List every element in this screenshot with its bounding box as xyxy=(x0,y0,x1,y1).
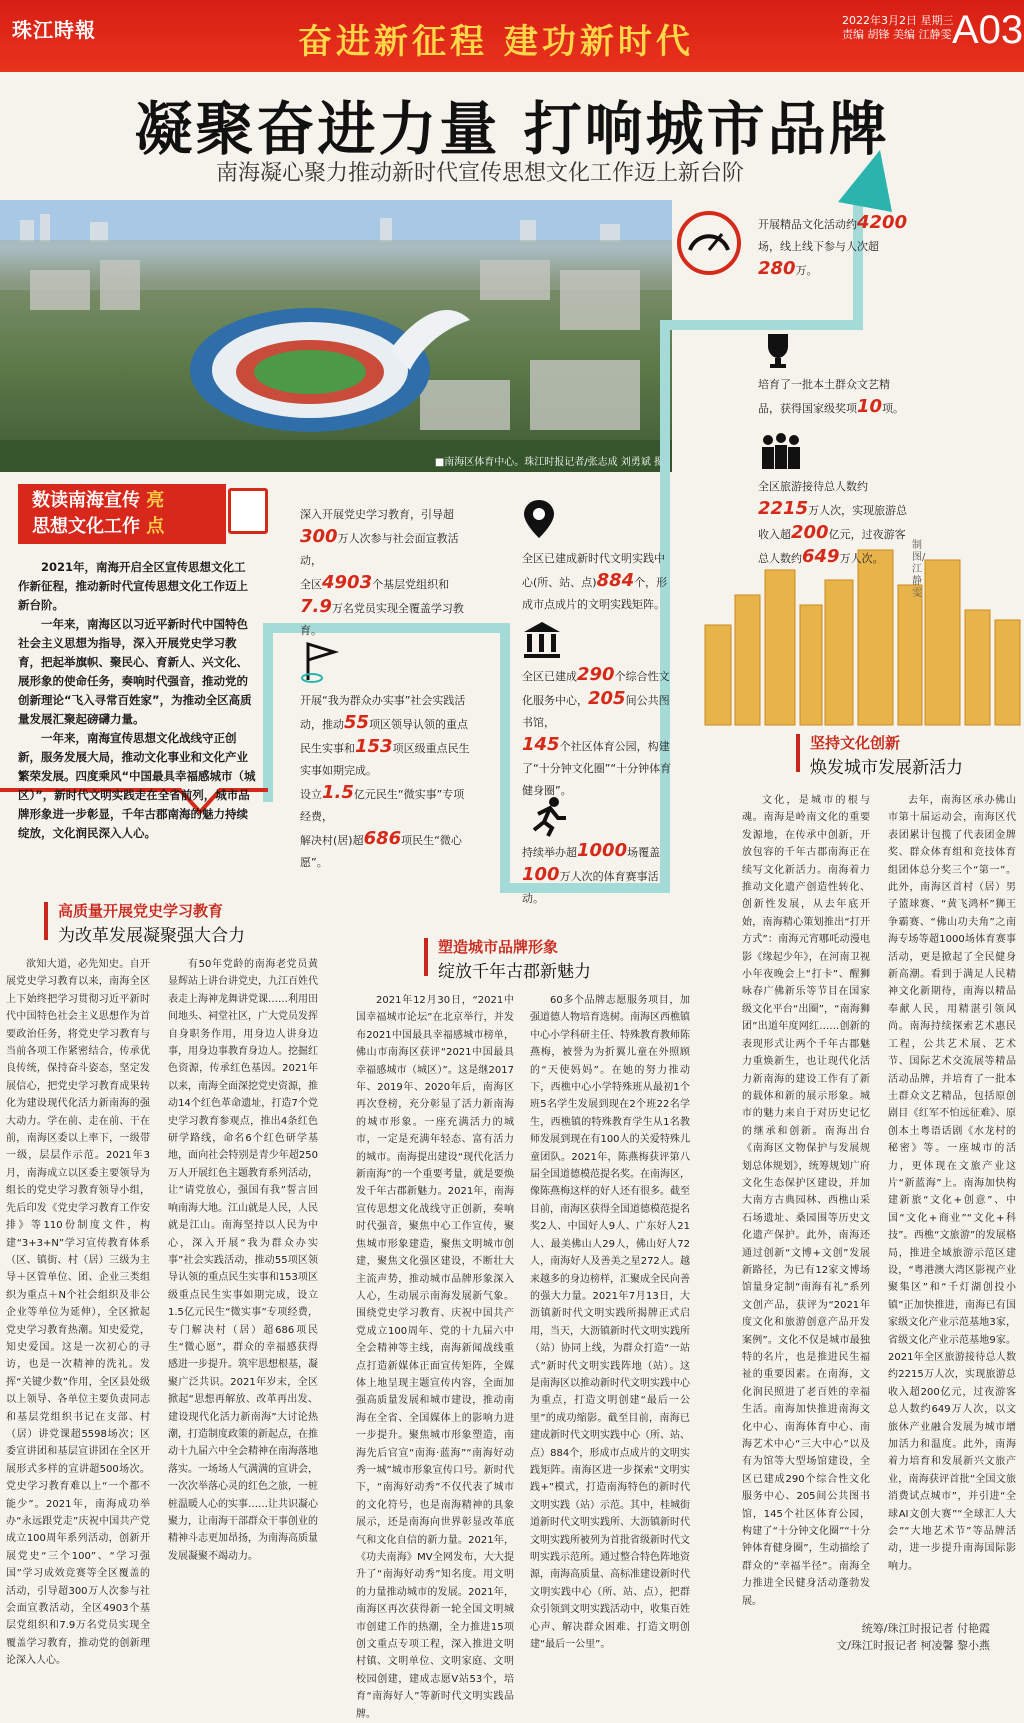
section-b-title: 塑造城市品牌形象 xyxy=(438,938,559,956)
editor-credit: 责编 胡锋 美编 江静雯 xyxy=(842,28,952,41)
banner-highlight2: 点 xyxy=(146,516,165,537)
stat-290: 290 xyxy=(577,664,615,685)
stat-100: 100 xyxy=(522,864,560,885)
section-b-heading xyxy=(438,936,591,982)
location-pin-icon xyxy=(522,498,556,542)
stat-4903: 4903 xyxy=(322,572,373,593)
section-a-heading xyxy=(58,900,245,946)
people-icon xyxy=(758,432,804,472)
stats-civilization: 全区已建成新时代文明实践中心(所、站、点)884个，形成市点成片的文明实践矩阵。 xyxy=(522,552,668,611)
author-line1: 统筹/珠江时报记者 付艳霞 xyxy=(861,1622,990,1635)
banner-highlight1: 亮 xyxy=(146,490,165,511)
stats-party-history: 深入开展党史学习教育，引导超300万人次参与社会面宣教活动， 全区4903个基层党组织和7.9万名党员实现全覆盖学习教育。 xyxy=(300,508,464,637)
section-b-bar xyxy=(424,938,428,976)
section-c-subtitle: 焕发城市发展新活力 xyxy=(810,758,963,778)
gauge-icon xyxy=(676,210,742,276)
stats-culture-service: 全区已建成290个综合性文化服务中心，205间公共图书馆， 145个社区体育公园，构建了“十分钟文化圈”“十分钟体育健身圈”。 xyxy=(522,664,672,797)
stat-153: 153 xyxy=(355,736,393,757)
subheadline: 南海凝心聚力推动新时代宣传思想文化工作迈上新台阶 xyxy=(215,161,744,186)
flag-icon xyxy=(300,640,340,684)
author-line2: 文/珠江时报记者 柯凌馨 黎小燕 xyxy=(836,1639,990,1652)
stat-4200: 4200 xyxy=(857,212,908,233)
stat-145: 145 xyxy=(522,734,560,755)
header-date xyxy=(842,14,962,42)
lead-text xyxy=(18,558,256,843)
stat-1-5: 1.5 xyxy=(322,782,354,803)
section-a-title: 高质量开展党史学习教育 xyxy=(58,902,224,920)
masthead-band xyxy=(0,0,1024,72)
arrow-head-icon xyxy=(838,150,892,212)
lead-para-2: 一年来，南海区以习近平新时代中国特色社会主义思想为指导，深入开展党史学习教育，把起举旗帜、聚民心、育新人、兴文化、展形象的使命任务，奏响时代强音，推动党的创新理论“飞入寻常百姓家”，为推动全区高质量发展汇聚起磅礴力量。 xyxy=(18,617,252,726)
stats-tourism: 全区旅游接待总人数约2215万人次，实现旅游总收入超200亿元，过夜游客总人数约649万人次。 xyxy=(758,480,908,567)
banner-line2: 思想文化工作 xyxy=(32,516,140,537)
runner-icon xyxy=(528,796,568,836)
photo-caption: ■南海区体育中心。珠江时报记者/张志成 刘勇斌 摄 xyxy=(434,457,664,468)
lead-para-1: 2021年，南海开启全区宣传思想文化工作新征程，推动新时代宣传思想文化工作迈上新台阶。 xyxy=(18,560,248,612)
stat-686: 686 xyxy=(363,828,402,849)
stat-205: 205 xyxy=(588,688,626,709)
stats-activities: 开展精品文化活动约4200场，线上线下参与人次超280万。 xyxy=(758,212,908,279)
body-column-b2: 60多个品牌志愿服务项目，加强道德人物培育选树。南海区西樵镇中心小学科研主任、特殊教育教师陈燕梅，被誉为为折翼儿童在外照顾的“天使妈妈”。在她的努力推动下，西樵中心小学特殊班从最初1个班5名学生发展到现在2个班22名学生，西樵镇的特殊教育学生从1名教师发展到现在有100人的关爱特殊儿童团队。2021年，陈燕梅获评第八届全国道德模范提名奖。在南海区，像陈燕梅这样的好人还有很多。截至目前，南海区获得全国道德模范提名奖2人、中国好人9人、广东好人21人、最美佛山人29人，佛山好人72人，南海好人及善美之星272人。越来越多的身边榜样，汇聚成全民向善的强大力量。2021年7月13日，大沥镇新时代文明实践所揭牌正式启用，当天，大沥镇新时代文明实践所（站）协同上线，为群众打造“一站式”新时代文明实践阵地（站）。这是南海区以推动新时代文明实践中心为重点，打造文明创建“最后一公里”的成功缩影。截至目前，南海已建成新时代文明实践中心（所、站、点）884个，形成市点成片的文明实践矩阵。南海区进一步探索“文明实践+”模式，打造南海特色的新时代文明实践（站）示范。其中，桂城街道新时代文明实践所、大沥镇新时代文明实践所被列为首批省级新时代文明实践示范所。通过整合特色阵地资源，南海高质量、高标准建设新时代文明实践中心（所、站、点），把群众引领到文明实践活动中，收集百姓心声、解决群众困难、打造文明创建“最后一公里”。 xyxy=(530,995,690,1651)
newspaper-name: 珠江時報 xyxy=(12,18,96,42)
body-column-a2: 有50年党龄的南海老党员黄显辉站上讲台讲党史，九江百姓代表走上海神龙舞讲党课……利用田间地头、祠堂社区，广大党员发挥自身职务作用，用身边人讲身边事，用身边事教育身边人。挖掘红色资源，传承红色基因。2021年以来，南海全面深挖党史资源，推动14个红色革命遗址，打造7个党史学习教育参观点，推出4条红色研学路线，命名6个红色研学基地，面向社会特别是青少年超250万人开展红色主题教育系列活动，让“请党放心，强国有我”誓言回响南海大地。江山就是人民，人民就是江山。南海坚持以人民为中心，深入开展“我为群众办实事”社会实践活动，推动55项区领导认领的重点民生实事和153项区级重点民生实事如期完成，设立1.5亿元民生“微实事”专项经费，专门解决村（居）超686项民生“微心愿”，群众的幸福感获得感进一步提升。筑牢思想根基，凝聚广泛共识。2021年岁末，全区掀起“思想再解放、改革再出发、建设现代化活力新南海”大讨论热潮，打造制度政策的新起点，在推动十九届六中全会精神在南海落地落实。一场场人气满满的宣讲会，一次次举落心灵的红色之旅，一桩桩温暖人心的实事……让共识凝心聚力，让南海干部群众干事创业的精神斗志更加昂扬，为南海高质量发展凝聚不竭动力。 xyxy=(168,959,318,1562)
stat-10: 10 xyxy=(857,396,883,417)
stat-1000: 1000 xyxy=(577,840,628,861)
lead-para-3: 一年来，南海宣传思想文化战线守正创新，服务发展大局，推动文化事业和文化产业繁荣发展。四度乘风“中国最具幸福感城市（城区）”，新时代文明实践走在全省前列，城市品牌形象进一步彰显，千年古郡南海的魅力持续绽放，文化润民深入人心。 xyxy=(18,731,256,840)
highlights-banner xyxy=(18,484,226,544)
banner-line1: 数读南海宣传 xyxy=(32,490,140,511)
stat-2215: 2215 xyxy=(758,498,809,519)
section-c-heading xyxy=(810,732,963,778)
issue-date: 2022年3月2日 星期三 xyxy=(842,14,954,27)
stats-art-works: 培育了一批本土群众文艺精品，获得国家级奖项10项。 xyxy=(758,378,905,417)
trophy-icon xyxy=(758,330,798,370)
section-a-bar xyxy=(44,902,48,940)
stat-55: 55 xyxy=(344,712,370,733)
section-a-subtitle: 为改革发展凝聚强大合力 xyxy=(58,926,245,946)
section-b-subtitle: 绽放千年古郡新魅力 xyxy=(438,962,591,982)
stat-300: 300 xyxy=(300,526,338,547)
stat-200: 200 xyxy=(791,522,829,543)
body-column-b1: 2021年12月30日，“2021中国幸福城市论坛”在北京举行，并发布2021中国最具幸福感城市榜单，佛山市南海区获评“2021中国最具幸福感城市（城区）”。这是继2017年、2019年、2020年后，南海区再次登榜，充分彰显了活力新南海的城市形象。一座充满活力的城市，一定是充满年轻态、富有活力的城市。南海提出建设“现代化活力新南海”的一个重要考量，就是要焕发千年古郡新魅力。2021年，南海宣传思想文化战线守正创新，奏响时代强音，聚焦中心工作宣传，聚焦城市形象建造，聚焦文明城市创建，聚焦文化强区建设，不断壮大主流声势，推动城市品牌形象深入人心，生动展示南海发展新气象。围绕党史学习教育、庆祝中国共产党成立100周年、党的十九届六中全会精神等主线，南海新闻战线重点打造新媒体正面宣传矩阵，全媒体上地呈现主题宣传内容，全面加强高质量发展和城市建设，推动南海在全省、全国媒体上的影响力进一步提升。聚焦城市形象塑造，南海先后官宣“南海·蓝海”“南海好动秀一城”城市形象宣传口号。新时代下，“南海好动秀”不仅代表了城市的文化符号，也是南海精神的具象展示，还是南海向世界彰显改革底气和文化自信的新力量。2021年，《功夫南海》MV全网发布，大大提升了“南海好动秀”知名度。用文明的力量推动城市的发展。2021年，南海区再次获得新一轮全国文明城市创建工作的热潮，全力推进15项创文重点专项工程，深入推进文明村镇、文明单位、文明家庭、文明校园创建，建成志愿V站53个，培育“南海好人”等新时代文明实践品牌。 xyxy=(356,995,514,1720)
author-credit xyxy=(810,1620,990,1654)
book-icon xyxy=(228,488,268,534)
page-number: A03 xyxy=(952,8,1024,52)
stat-884: 884 xyxy=(596,570,635,591)
section-c-title: 坚持文化创新 xyxy=(810,734,901,752)
section-c-bar xyxy=(796,734,800,772)
city-skyline xyxy=(705,550,1020,725)
graphic-credit: 制图/江静雯 xyxy=(912,540,926,599)
stat-280: 280 xyxy=(758,258,796,279)
stat-649: 649 xyxy=(802,546,840,567)
stats-sports: 持续举办超1000场覆盖100万人次的体育赛事活动。 xyxy=(522,840,661,905)
stats-practical-work: 开展“我为群众办实事”社会实践活动，推动55项区领导认领的重点民生实事和153项区级重点民生实事如期完成。 设立1.5亿元民生“微实事”专项经费， 解决村(居)超686项民生“微心愿”。 xyxy=(300,694,470,869)
body-column-c1: 文化，是城市的根与魂。南海是岭南文化的重要发源地，在传承中创新，开放包容的千年古郡南海正在续写文化新活力。南海着力推动文化遗产创造性转化、创新性发展，从去年底开始，南海精心策划推出“打开方式”：南海元宵哪吒动漫电影《缘起少年》，在河南卫视小年夜晚会上“打卡”、醒狮咏春广佛新乐等节目在国家级文化平台“出圈”，“南海狮团”出道年度网红……创新的表现形式让两个千年古郡魅力重焕新生，也让现代化活力新南海的建设工作有了新的载体和新的展示形象。城市的魅力来自于对历史记忆的继承和创新。南海出台《南海区文物保护与发展规划总体规划》，统筹规划广府文化生态保护区建设，并加大南方古典园林、西樵山采石场遗址、桑园围等历史文化遗产保护。此外，南海还通过创新“文博+文创”发展新路径，为已有12家文博场馆量身定制“南海有礼”系列文创产品，获评为“2021年度文化和旅游创意产品开发案例”。文化不仅是城市最独特的名片，也是推进民生福祉的重要因素。在南海，文化润民照进了老百姓的幸福生活。南海加快推进南海文化中心、南海体育中心、南海艺术中心“三大中心”以及有为馆等大型场馆建设，全区已建成290个综合性文化服务中心、205间公共图书馆，145个社区体育公园，构建了“十分钟文化圈”“十分钟体育健身圈”，生动描绘了群众的“幸福半径”。南海全力推进全民健身活动蓬勃发展。 xyxy=(742,795,870,1607)
museum-icon xyxy=(522,620,562,660)
body-column-a1: 欲知大道，必先知史。自开展党史学习教育以来，南海全区上下始终把学习贯彻习近平新时代中国特色社会主义思想作为首要政治任务，将党史学习教育与当前各项工作紧密结合，传承优良传统，保持奋斗姿态，坚定发展信心，把党史学习教育成果转化为建设现代化活力新南海的强大动力。学在前、走在前、干在前，南海区委以上率下，一级带一级，层层作示范。2021年3月，南海成立以区委主要领导为组长的党史学习教育领导小组，先后印发《党史学习教育工作安排》等110份制度文件，构建“3+3+N”学习宣传教育体系（区、镇街、村（居）三级为主导＋区管单位、团、企业三类组织为重点＋N个社会组织及非公企业等单位为延伸），全区掀起党史学习教育热潮。知史爱党，知史爱国。这是一次初心的寻访，也是一次精神的洗礼。发挥“关键少数”作用，全区县处级以上领导、各单位主要负责同志和基层党组织书记在支部、村（居）讲党课超5598场次；区委宣讲团和基层宣讲团在全区开展形式多样的宣讲超500场次。党史学习教育难以上“一个都不能少”。2021年，南海成功举办“永远跟党走”庆祝中国共产党成立100周年系列活动，创新开展党史“三个100”、“学习强国”学习成效竞赛等全区覆盖的活动，引导超300万人次参与社会面宣教活动，全区4903个基层党组织和7.9万名党员实现全覆盖学习教育，推动党的创新理论深入人心。 xyxy=(6,959,150,1667)
body-column-c2: 去年，南海区承办佛山市第十届运动会，南海区代表团累计包揽了代表团金牌奖、群众体育组和竞技体育组团体总分奖三个“第一”。此外，南海区首村（居）男子篮球赛、“黄飞鸿杯”狮王争霸赛、“佛山功夫角”之南海专场等超1000场体育赛事活动，更是掀起了全民健身新高潮。看到于满足人民精神文化新期待，南海以精品奉献人民，用精湛引领风尚。南海持续探索艺术惠民工程，公共艺术展、艺术节、国际艺术交流展等精品活动品牌，并培育了一批本土群众文艺精品，包括原创剧目《红军不怕远征难》、原创本土粤语话剧《水龙村的秘密》等。一座城市的活力，更体现在文旅产业这片“新蓝海”上。南海加快构建新旅“文化+创意”、中国“文化+商业”“文化+科技”。西樵“文旅游”的发展格局，推进全域旅游示范区建设，“粤港澳大湾区影视产业聚集区”和“千灯湖创投小镇”正加快推进，南海已有国家级文化产业示范基地3家，省级文化产业示范基地9家。2021年全区旅游接待总人数约2215万人次，实现旅游总收入超200亿元，过夜游客总人数约649万人次，以文旅休产业融合发展为城市增加活力和温度。此外，南海着力培育和发展新兴文旅产业，南海获评首批“全国文旅消费试点城市”，并引进“全球AI文创大赛”“全球汇人大会”“大地艺术节”等品牌活动，进一步提升南海国际影响力。 xyxy=(888,795,1016,1572)
stat-7-9: 7.9 xyxy=(300,596,332,617)
header-slogan: 奋进新征程 建功新时代 xyxy=(298,22,694,62)
headline: 凝聚奋进力量 打响城市品牌 xyxy=(134,95,890,163)
